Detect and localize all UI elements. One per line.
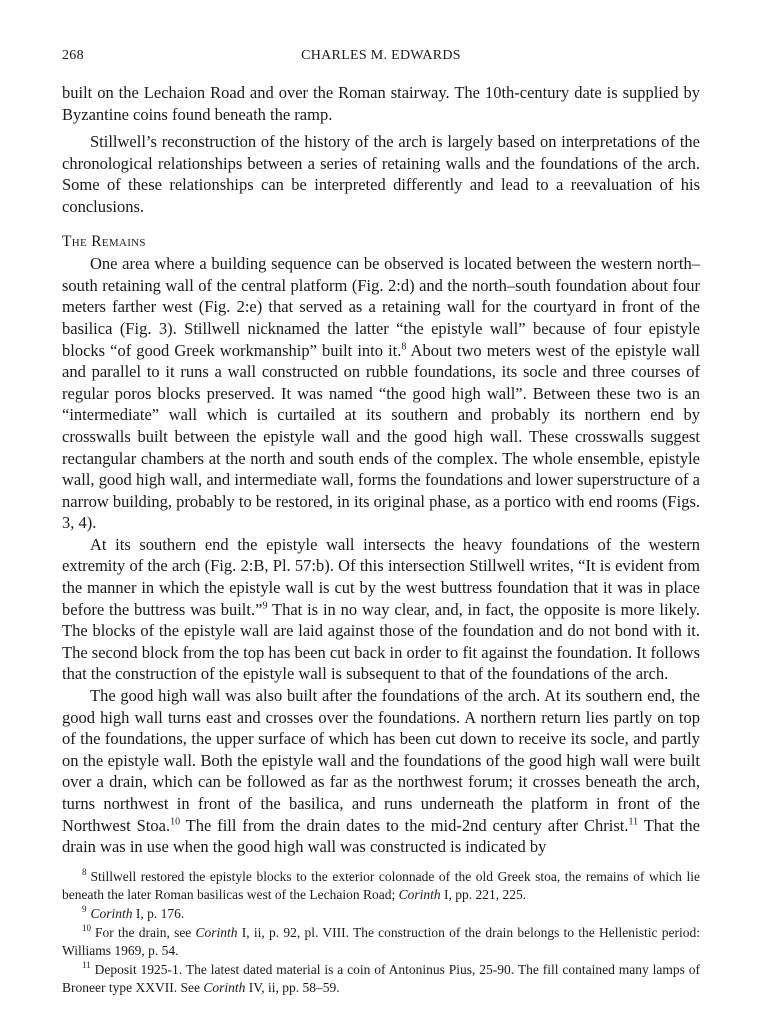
- footnote-11-citation: Corinth: [203, 980, 246, 996]
- footnote-9-citation: Corinth: [90, 905, 133, 921]
- footnote-10-text-b: I, ii, p. 92, pl. VIII. The construction of the drain belongs to the Hellenistic period: Williams 1969, p. 54.: [62, 924, 700, 959]
- section-heading: The Remains: [62, 232, 146, 250]
- paragraph-3-text-b: About two meters west of the epistyle wall and parallel to it runs a wall constructed on rubble foundations, its socle and three courses of regular poros blocks preserved. It was named “the good high wall”. Between these two is an “intermediate” wall which is curtailed at its southern and probably its northern end by crosswalls built between the epistyle wall and the good high wall. These crosswalls suggest rectangular chambers at the north and south ends of the complex. The whole ensemble, epistyle wall, good high wall, and intermediate wall, forms the foundations and lower superstructure of a narrow building, probably to be restored, in its original phase, as a portico with end rooms (Figs. 3, 4).: [62, 340, 700, 533]
- paragraph-3-text-a: One area where a building sequence can be observed is located between the western north–south retaining wall of the central platform (Fig. 2:d) and the north–south foundation about four meters farther west (Fig. 2:e) that served as a retaining wall for the courtyard in front of the basilica (Fig. 3). Stillwell nicknamed the latter “the epistyle wall” because of four epistyle blocks “of good Greek workmanship” built into it.: [62, 254, 700, 360]
- footnote-11: [62, 961, 700, 998]
- paragraph-4-text-b: That is in no way clear, and, in fact, the opposite is more likely. The blocks of the epistyle wall are laid against those of the foundation and do not bond with it. The second block from the top has been cut back in order to fit against the foundation. It follows that the construction of the epistyle wall is subsequent to that of the foundations of the arch.: [62, 599, 701, 684]
- paragraph-4-text-a: At its southern end the epistyle wall intersects the heavy foundations of the western extremity of the arch (Fig. 2:B, Pl. 57:b). Of this intersection Stillwell writes, “It is evident from the manner in which the epistyle wall is cut by the west buttress foundation that it was in place before the buttress was built.”: [62, 534, 700, 619]
- footnote-8: [62, 868, 700, 905]
- footnote-11-text-b: IV, ii, pp. 58–59.: [245, 980, 340, 996]
- footnote-8-citation: Corinth: [398, 887, 441, 903]
- paragraph-3: [62, 253, 700, 534]
- paragraph-2: Stillwell’s reconstruction of the history of the arch is largely based on interpretations of the chronological relationships between a series of retaining walls and the foundations of the arch. Some of these relationships can be interpreted differently and lead to a reevaluation of his conclusions.: [62, 132, 700, 216]
- footnote-11-number: 11: [82, 960, 91, 971]
- paragraph-1: built on the Lechaion Road and over the Roman stairway. The 10th-century date is supplied by Byzantine coins found beneath the ramp.: [62, 83, 700, 124]
- running-head: CHARLES M. EDWARDS: [301, 48, 461, 63]
- paragraph-4: [62, 534, 700, 685]
- footnote-10-number: 10: [82, 923, 91, 934]
- footnote-8-number: 8: [82, 867, 87, 878]
- footnote-10: [62, 924, 700, 961]
- footnote-ref-10[interactable]: 10: [170, 816, 181, 828]
- page: [62, 48, 700, 998]
- footnote-8-text-a: Stillwell restored the epistyle blocks to the exterior colonnade of the old Greek stoa, the remains of which lie beneath the later Roman basilicas west of the Lechaion Road;: [62, 868, 700, 903]
- footnote-ref-8[interactable]: 8: [401, 341, 407, 353]
- footnote-10-text-a: For the drain, see: [95, 924, 196, 940]
- paragraph-5-text-c: That the drain was in use when the good high wall was constructed is indicated by: [62, 815, 700, 857]
- footnote-11-text-a: Deposit 1925-1. The latest dated material is a coin of Antoninus Pius, 25-90. The fill contained many lamps of Broneer type XXVII. See: [62, 961, 700, 996]
- page-number: 268: [62, 48, 84, 63]
- footnote-10-citation: Corinth: [195, 924, 238, 940]
- footnote-9: [62, 905, 700, 924]
- footnote-9-text-b: I, p. 176.: [132, 905, 185, 921]
- footnote-8-text-b: I, pp. 221, 225.: [440, 887, 527, 903]
- footnote-9-number: 9: [82, 904, 87, 915]
- body-text: [62, 82, 700, 858]
- paragraph-5-text-b: The fill from the drain dates to the mid-2nd century after Christ.: [180, 815, 629, 835]
- paragraph-5: [62, 685, 700, 858]
- footnote-ref-11[interactable]: 11: [628, 816, 639, 828]
- page-header: [62, 48, 700, 68]
- paragraph-5-text-a: The good high wall was also built after the foundations of the arch. At its southern end, the good high wall turns east and crosses over the foundations. A northern return lies partly on top of the foundations, the upper surface of which has been cut down to receive its socle, and partly on the epistyle wall. Both the epistyle wall and the foundations of the good high wall were built over a drain, which can be followed as far as the northwest forum; it crosses beneath the arch, turns northwest in front of the basilica, and runs underneath the platform in front of the Northwest Stoa.: [62, 686, 700, 835]
- footnotes: [62, 868, 700, 998]
- footnote-ref-9[interactable]: 9: [262, 600, 268, 612]
